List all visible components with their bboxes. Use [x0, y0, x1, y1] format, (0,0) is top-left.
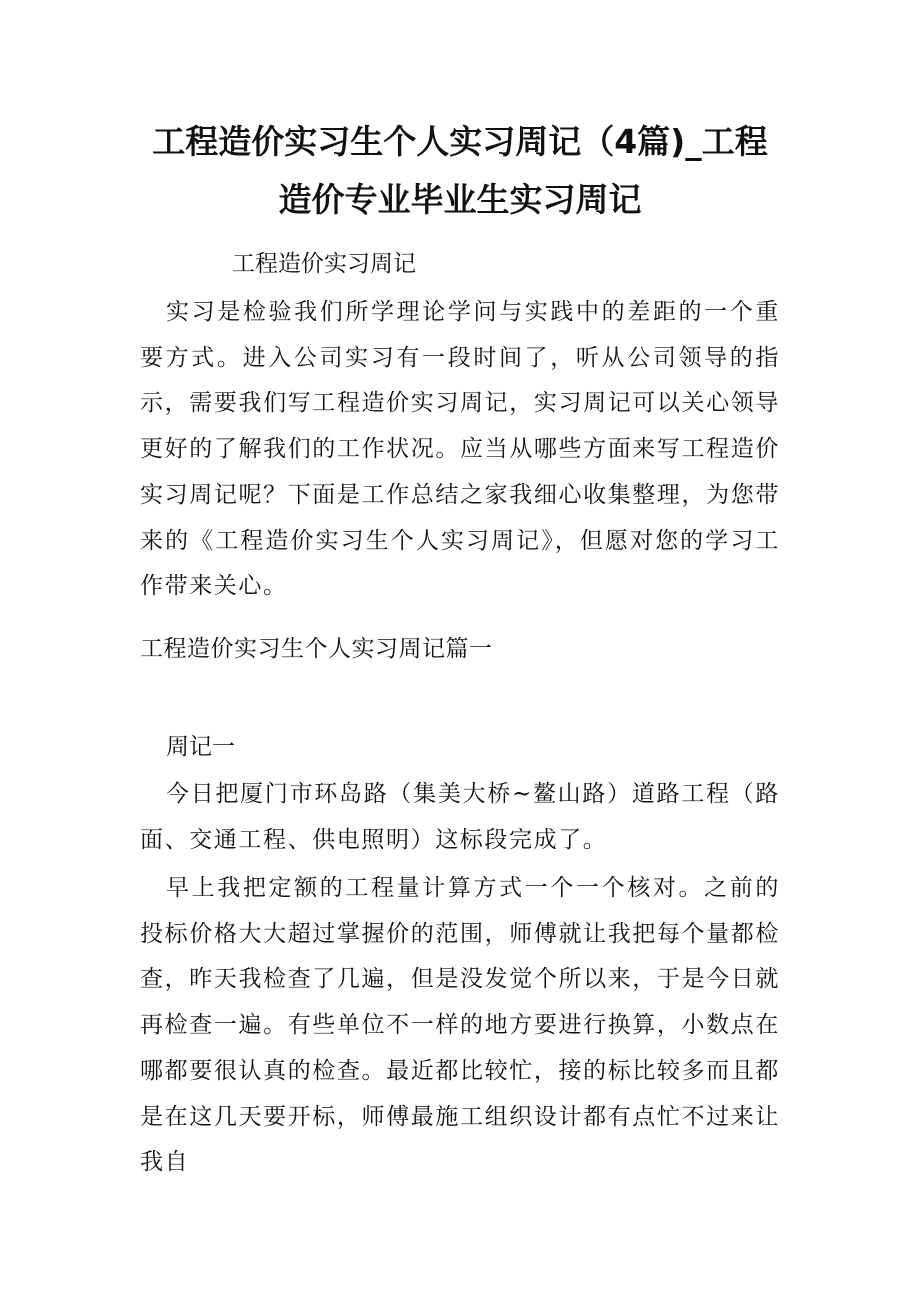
body-paragraph-1: 今日把厦门市环岛路（集美大桥~鳌山路）道路工程（路面、交通工程、供电照明）这标段完成了。 [140, 781, 780, 853]
document-subtitle: 工程造价实习周记 [232, 251, 416, 277]
document-title: 工程造价实习生个人实习周记（4篇)_工程 造价专业毕业生实习周记 [152, 122, 768, 219]
section-heading: 工程造价实习生个人实习周记篇一 [140, 636, 493, 662]
intro-paragraph: 实习是检验我们所学理论学问与实践中的差距的一个重要方式。进入公司实习有一段时间了，听从公司领导的指示，需要我们写工程造价实习周记，实习周记可以关心领导更好的了解我们的工作状况。应当从哪些方面来写工程造价实习周记呢？下面是工作总结之家我细心收集整理，为您带来的《工程造价实习生个人实习周记》，但愿对您的学习工作带来关心。 [140, 299, 780, 600]
week-label: 周记一 [166, 734, 235, 760]
body-paragraph-2: 早上我把定额的工程量计算方式一个一个核对。之前的投标价格大大超过掌握价的范围，师傅就让我把每个量都检查，昨天我检查了几遍，但是没发觉个所以来，于是今日就再检查一遍。有些单位不一样的地方要进行换算，小数点在哪都要很认真的检查。最近都比较忙，接的标比较多而且都是在这几天要开标，师傅最施工组织设计都有点忙不过来让我自 [140, 875, 780, 1176]
